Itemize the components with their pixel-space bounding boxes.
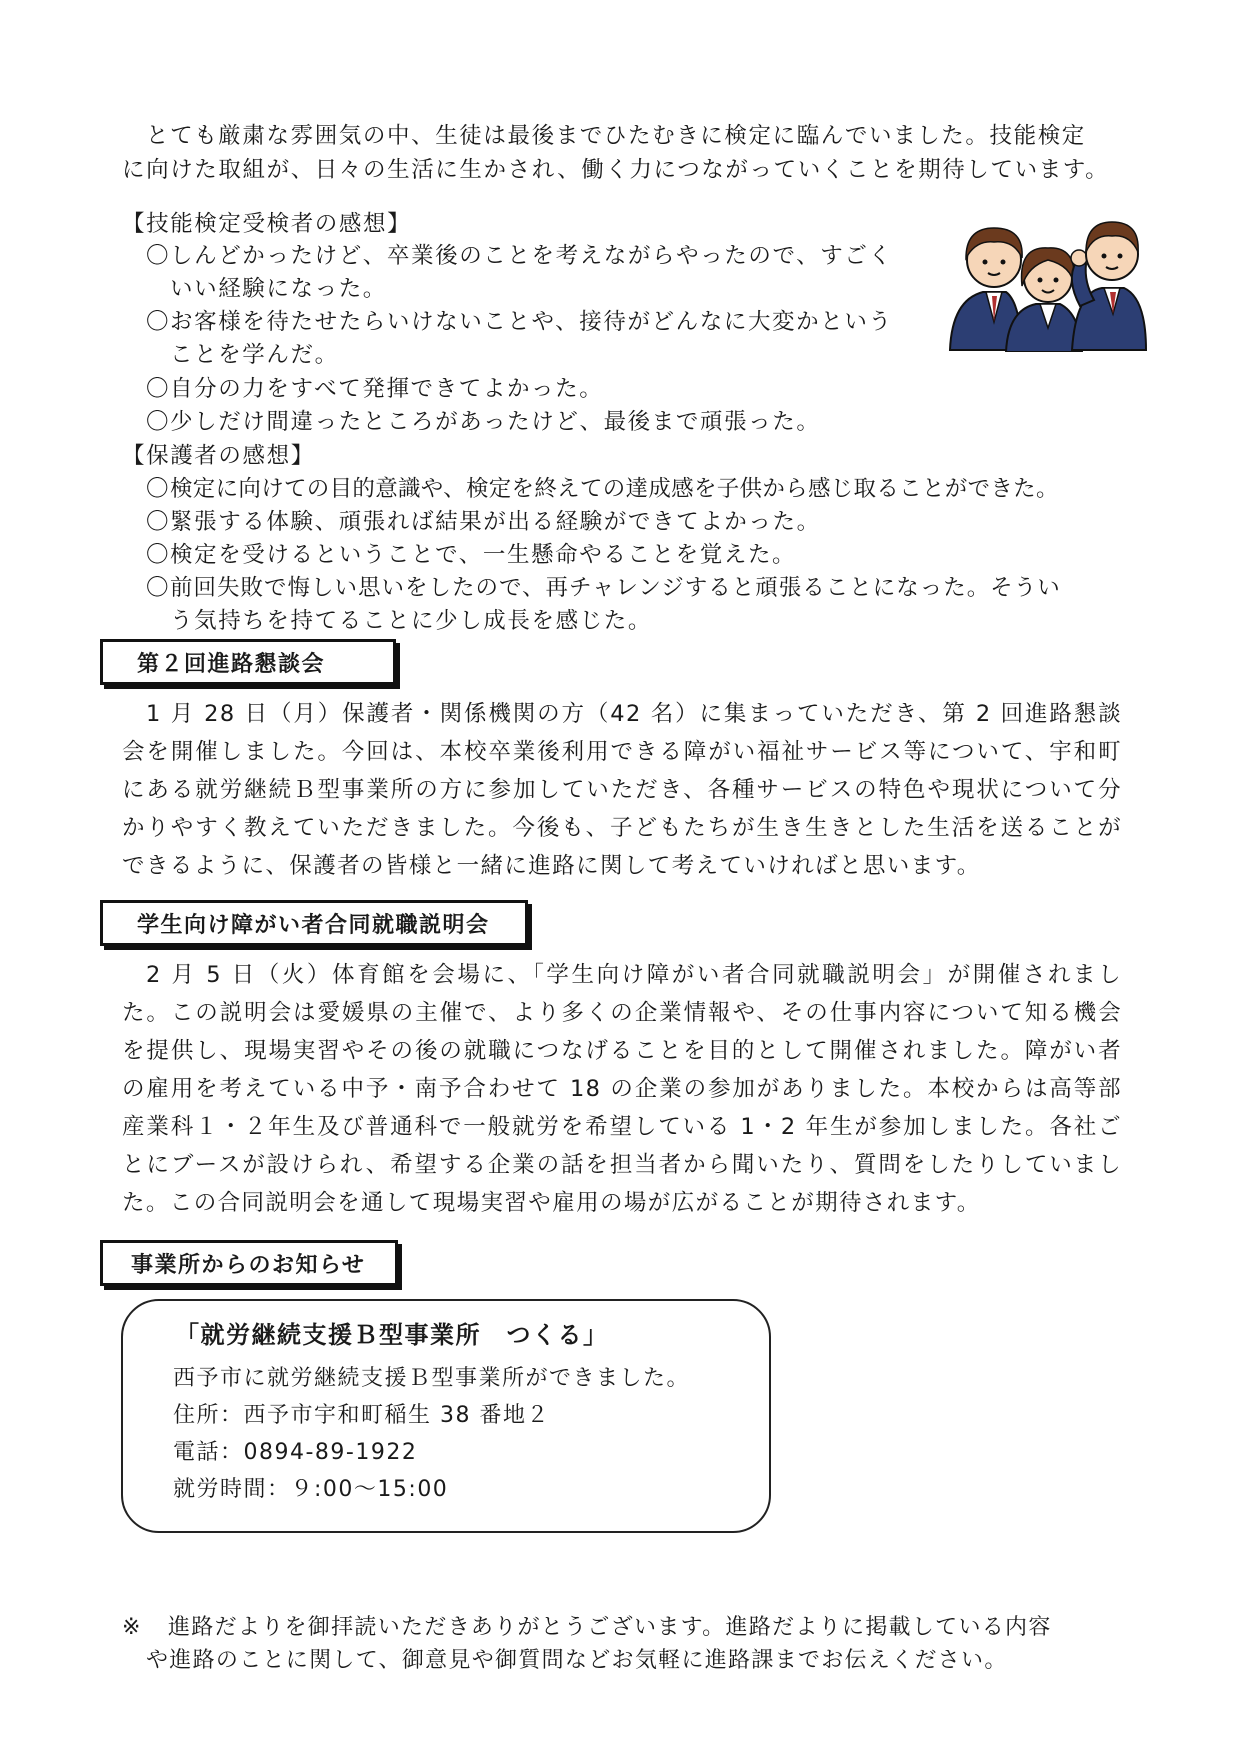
student-impression-item: [146, 373, 603, 406]
footer-line-2: や進路のことに関して、御意見や御質問などお気軽に進路課までお伝えください。: [146, 1648, 1008, 1673]
student-impression-text: 少しだけ間違ったところがあったけど、最後まで頑張った。: [170, 409, 821, 435]
section-heading-text: 事業所からのお知らせ: [131, 1252, 366, 1278]
student-impression-text: しんどかったけど、卒業後のことを考えながらやったので、すごく: [170, 243, 893, 269]
parent-impression-continuation: う気持ちを持てることに少し成長を感じた。: [170, 608, 653, 634]
notice-box-intro: 西予市に就労継続支援Ｂ型事業所ができました。: [173, 1366, 691, 1391]
notice-box-phone: 電話：0894-89-1922: [173, 1440, 418, 1465]
section-heading-job-fair: [100, 900, 528, 946]
student-impression-item: [146, 306, 893, 372]
student-impressions-heading: 【技能検定受検者の感想】: [122, 211, 412, 237]
circle-mark: 〇: [146, 509, 171, 535]
career-meeting-paragraph: [122, 695, 1122, 885]
parent-impression-item: [146, 539, 796, 572]
circle-mark: 〇: [146, 309, 171, 335]
parent-impression-text: 検定に向けての目的意識や、検定を終えての達成感を子供から感じ取ることができた。: [170, 476, 1059, 502]
parent-impression-text: 緊張する体験、頑張れば結果が出る経験ができてよかった。: [170, 509, 821, 535]
parent-impression-item: [146, 473, 1059, 506]
circle-mark: 〇: [146, 476, 171, 502]
footer-note: [122, 1611, 1052, 1677]
notice-box: [121, 1299, 771, 1533]
student-impression-continuation: いい経験になった。: [170, 276, 387, 302]
circle-mark: 〇: [146, 376, 171, 402]
footer-mark: ※: [122, 1615, 142, 1640]
circle-mark: 〇: [146, 575, 171, 601]
student-impression-text: お客様を待たせたらいけないことや、接待がどんなに大変かという: [170, 309, 893, 335]
job-fair-paragraph: [122, 956, 1122, 1222]
circle-mark: 〇: [146, 243, 171, 269]
notice-box-title: 「就労継続支援Ｂ型事業所 つくる」: [175, 1321, 609, 1349]
section-heading-notice: [100, 1240, 398, 1286]
notice-box-address: 住所：西予市宇和町稲生 38 番地２: [173, 1403, 550, 1428]
student-impression-item: [146, 406, 820, 439]
circle-mark: 〇: [146, 409, 171, 435]
parent-impression-text: 前回失敗で悔しい思いをしたので、再チャレンジすると頑張ることになった。そうい: [170, 575, 1061, 601]
job-fair-body: 2 月 5 日（火）体育館を会場に、「学生向け障がい者合同就職説明会」が開催されました。この説明会は愛媛県の主催で、より多くの企業情報や、その仕事内容について知る機会を提供し、現場実習やその後の就職につなげることを目的として開催されました。障がい者の雇用を考えている中予・南予合わせて 18 の企業の参加がありました。本校からは高等部産業科１・２年生及び普通科で一般就労を希望している 1・2 年生が参加しました。各社ごとにブースが設けられ、希望する企業の話を担当者から聞いたり、質問をしたりしていました。この合同説明会を通して現場実習や雇用の場が広がることが期待されます。: [122, 962, 1122, 1216]
circle-mark: 〇: [146, 542, 171, 568]
section-heading-career-meeting: [100, 639, 396, 685]
intro-line-1: とても厳粛な雰囲気の中、生徒は最後までひたむきに検定に臨んでいました。技能検定: [146, 123, 1086, 149]
boy-right-figure: [1071, 222, 1146, 350]
section-heading-text: 第２回進路懇談会: [137, 651, 326, 677]
student-impression-continuation: ことを学んだ。: [170, 342, 339, 368]
parent-impression-item: [146, 506, 821, 539]
footer-line-1: 進路だよりを御拝読いただきありがとうございます。進路だよりに掲載している内容: [168, 1615, 1052, 1640]
notice-box-hours: 就労時間：９:00～15:00: [173, 1477, 449, 1502]
career-meeting-body: 1 月 28 日（月）保護者・関係機関の方（42 名）に集まっていただき、第 2 回進路懇談会を開催しました。今回は、本校卒業後利用できる障がい福祉サービス等について、宇和町にある就労継続Ｂ型事業所の方に参加していただき、各種サービスの特色や現状について分かりやすく教えていただきました。今後も、子どもたちが生き生きとした生活を送ることができるように、保護者の皆様と一緒に進路に関して考えていければと思います。: [122, 701, 1122, 879]
intro-line-2: に向けた取組が、日々の生活に生かされ、働く力につながっていくことを期待しています。: [122, 157, 1110, 183]
parent-impression-item: [146, 572, 1061, 638]
student-impression-text: 自分の力をすべて発揮できてよかった。: [170, 376, 604, 402]
parent-impressions-heading: 【保護者の感想】: [122, 443, 315, 469]
section-heading-text: 学生向け障がい者合同就職説明会: [137, 912, 490, 938]
student-impression-item: [146, 240, 893, 306]
parent-impression-text: 検定を受けるということで、一生懸命やることを覚えた。: [170, 542, 797, 568]
students-illustration: [948, 210, 1148, 352]
